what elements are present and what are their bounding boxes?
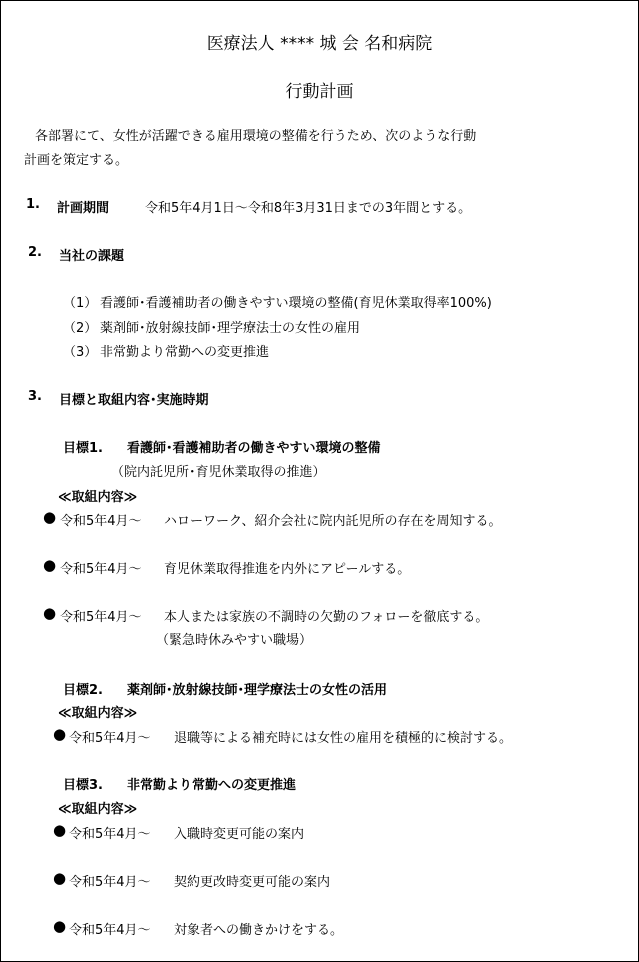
section-1-number: 1. bbox=[26, 197, 40, 212]
goal-3-item-2-text: 契約更改時変更可能の案内 bbox=[174, 875, 331, 890]
goal-1-item-3-note: （緊急時休みやすい職場） bbox=[156, 633, 313, 648]
bullet-icon: ● bbox=[53, 821, 67, 839]
goal-2-item-1-text: 退職等による補充時には女性の雇用を積極的に検討する。 bbox=[174, 731, 513, 746]
goal-1-item-3-date: 令和5年4月～ bbox=[60, 610, 142, 625]
issue-1-number: （1） bbox=[63, 296, 98, 311]
goal-3-label: 目標3. bbox=[63, 778, 103, 793]
section-3-number: 3. bbox=[28, 389, 42, 404]
bullet-icon: ● bbox=[43, 556, 57, 574]
document-title: 行動計画 bbox=[285, 82, 354, 102]
issue-3-text: 非常勤より常勤への変更推進 bbox=[100, 345, 270, 360]
intro-line-1: 各部署にて、女性が活躍できる雇用環境の整備を行うため、次のような行動 bbox=[35, 129, 477, 144]
goal-3-title: 非常勤より常勤への変更推進 bbox=[127, 778, 297, 793]
goal-3-item-1-text: 入職時変更可能の案内 bbox=[174, 827, 305, 842]
goal-2-item-1-date: 令和5年4月～ bbox=[69, 731, 151, 746]
goal-3-item-1-date: 令和5年4月～ bbox=[69, 827, 151, 842]
issue-1-text: 看護師･看護補助者の働きやすい環境の整備(育児休業取得率100%) bbox=[100, 296, 492, 311]
intro-line-2: 計画を策定する。 bbox=[24, 153, 129, 168]
section-2-label: 当社の課題 bbox=[59, 249, 125, 264]
goal-1-item-1-text: ハローワーク、紹介会社に院内託児所の存在を周知する。 bbox=[164, 514, 502, 529]
goal-1-item-1-date: 令和5年4月～ bbox=[60, 514, 142, 529]
goal-1-label: 目標1. bbox=[63, 441, 103, 456]
bullet-icon: ● bbox=[53, 725, 67, 743]
goal-1-title: 看護師･看護補助者の働きやすい環境の整備 bbox=[127, 441, 381, 456]
section-2-number: 2. bbox=[28, 245, 42, 260]
bullet-icon: ● bbox=[43, 604, 57, 622]
goal-2-content-label: ≪取組内容≫ bbox=[58, 706, 138, 721]
goal-3-item-3-text: 対象者への働きかけをする。 bbox=[174, 923, 344, 938]
goal-3-item-3-date: 令和5年4月～ bbox=[69, 923, 151, 938]
goal-1-content-label: ≪取組内容≫ bbox=[58, 490, 138, 505]
organization-name: 医療法人 **** 城 会 名和病院 bbox=[206, 34, 433, 54]
bullet-icon: ● bbox=[53, 869, 67, 887]
section-1-label: 計画期間 bbox=[57, 201, 110, 216]
bullet-icon: ● bbox=[53, 917, 67, 935]
goal-3-item-2-date: 令和5年4月～ bbox=[69, 875, 151, 890]
issue-3-number: （3） bbox=[63, 345, 98, 360]
goal-3-content-label: ≪取組内容≫ bbox=[58, 802, 138, 817]
goal-1-item-2-text: 育児休業取得推進を内外にアピールする。 bbox=[164, 562, 411, 577]
section-1-text: 令和5年4月1日～令和8年3月31日までの3年間とする。 bbox=[145, 201, 472, 216]
goal-1-item-3-text: 本人または家族の不調時の欠勤のフォローを徹底する。 bbox=[164, 610, 489, 625]
goal-1-item-2-date: 令和5年4月～ bbox=[60, 562, 142, 577]
bullet-icon: ● bbox=[43, 508, 57, 526]
goal-2-title: 薬剤師･放射線技師･理学療法士の女性の活用 bbox=[127, 683, 388, 698]
goal-2-label: 目標2. bbox=[63, 683, 103, 698]
section-3-label: 目標と取組内容･実施時期 bbox=[59, 393, 209, 408]
issue-2-text: 薬剤師･放射線技師･理学療法士の女性の雇用 bbox=[100, 321, 361, 336]
issue-2-number: （2） bbox=[63, 321, 98, 336]
goal-1-subtitle: （院内託児所･育児休業取得の推進） bbox=[111, 465, 326, 480]
